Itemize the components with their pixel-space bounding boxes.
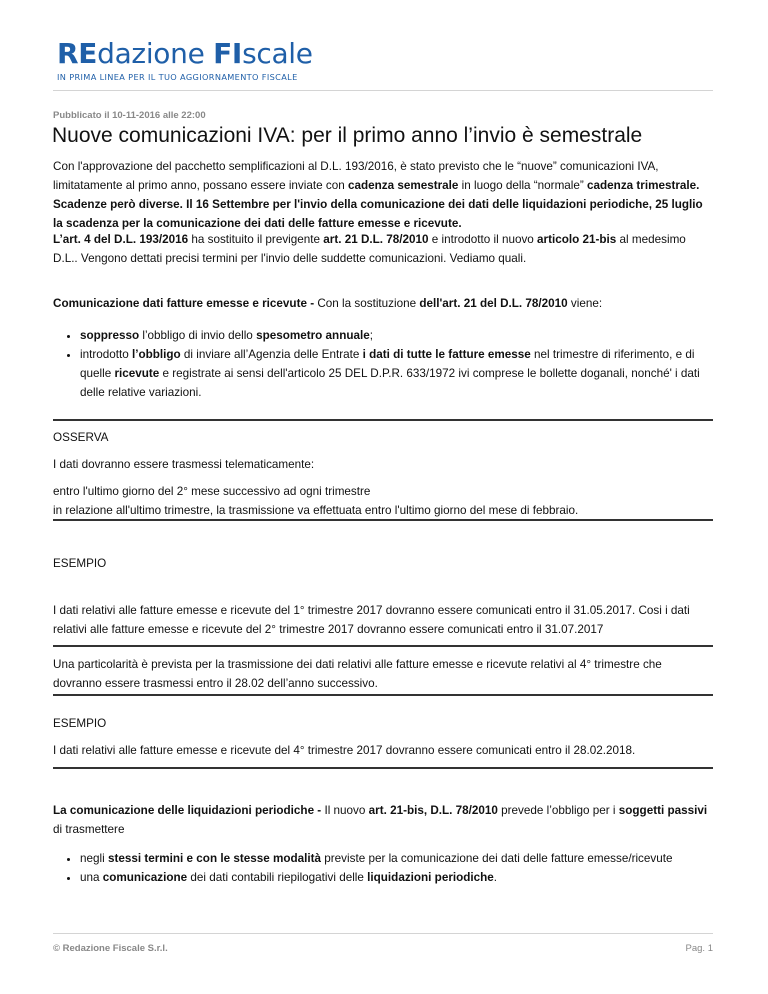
header-divider	[53, 90, 713, 91]
esempio-label: ESEMPIO	[53, 557, 107, 570]
section-liquidazioni	[53, 801, 713, 887]
page-number: Pag. 1	[685, 943, 713, 954]
esempio-box-1: ESEMPIO I dati relativi alle fatture emesse e ricevute del 1° trimestre 2017 dovranno essere comunicati entro il 31.05.2017. Cosi i dati relativi alle fatture emesse e ricevute del 2° trimestre 2017 dovranno essere comunicati entro il 31.07.2017	[53, 554, 713, 639]
quarter-note: Una particolarità è prevista per la trasmissione dei dati relativi alle fatture emesse e ricevute relativi al 4° trimestre che dovranno essere trasmessi entro il 28.02 dell’anno successivo.	[53, 658, 662, 690]
list-item: • una comunicazione dei dati contabili riepilogativi delle liquidazioni periodiche.	[80, 868, 713, 887]
box-divider	[53, 767, 713, 769]
osserva-box: OSSERVA I dati dovranno essere trasmessi telematicamente: entro l'ultimo giorno del 2° mese successivo ad ogni trimestre in relazione all'ultimo trimestre, la trasmissione va effettuata entro l'ultimo giorno del mese di febbraio.	[53, 428, 713, 520]
section-fatture	[53, 294, 713, 402]
list-item: • negli stessi termini e con le stesse modalità previste per la comunicazione dei dati delle fatture emesse/ricevute	[80, 849, 713, 868]
esempio-label: ESEMPIO	[53, 717, 107, 730]
list-item: • soppresso l’obbligo di invio dello spesometro annuale;	[80, 326, 713, 345]
intro-paragraph-2: L’art. 4 del D.L. 193/2016 ha sostituito il previgente art. 21 D.L. 78/2010 e introdotto il nuovo articolo 21-bis al medesimo D.L.. Vengono dettati precisi termini per l'invio delle suddette comunicazioni. Vediamo quali.	[53, 233, 686, 265]
article-title: Nuove comunicazioni IVA: per il primo anno l’invio è semestrale	[52, 124, 643, 147]
intro-paragraph: Con l'approvazione del pacchetto semplificazioni al D.L. 193/2016, è stato previsto che le “nuove” comunicazioni IVA, limitatamente al primo anno, possano essere inviate con cadenza semestrale in luogo della “normale” cadenza trimestrale. Scadenze però diverse. Il 16 Settembre per l'invio della comunicazione dei dati delle liquidazioni periodiche, 25 luglio la scadenza per la comunicazione dei dati delle fatture emesse e ricevute.	[53, 160, 703, 230]
esempio-box-2: ESEMPIO I dati relativi alle fatture emesse e ricevute del 4° trimestre 2017 dovranno essere comunicati entro il 28.02.2018.	[53, 714, 713, 760]
footer-divider	[53, 933, 713, 934]
publish-date: Pubblicato il 10-11-2016 alle 22:00	[53, 110, 206, 121]
box-divider	[53, 694, 713, 696]
redazione-fiscale-logo[interactable]: REdazione FIscale	[57, 37, 313, 70]
site-header	[57, 38, 313, 82]
box-divider	[53, 645, 713, 647]
footer-copyright: © Redazione Fiscale S.r.l.	[53, 943, 168, 954]
osserva-label: OSSERVA	[53, 431, 109, 444]
box-divider	[53, 419, 713, 421]
logo-tagline: IN PRIMA LINEA PER IL TUO AGGIORNAMENTO FISCALE	[57, 72, 298, 82]
section-liquidazioni-heading: La comunicazione delle liquidazioni periodiche - Il nuovo art. 21-bis, D.L. 78/2010 prevede l’obbligo per i soggetti passivi di trasmettere	[53, 804, 708, 836]
box-divider	[53, 519, 713, 521]
section-fatture-heading: Comunicazione dati fatture emesse e ricevute - Con la sostituzione dell'art. 21 del D.L. 78/2010 viene:	[53, 297, 603, 310]
list-item: • introdotto l’obbligo di inviare all’Agenzia delle Entrate i dati di tutte le fatture emesse nel trimestre di riferimento, e di quelle ricevute e registrate ai sensi dell'articolo 25 DEL D.P.R. 633/1972 ivi comprese le bollette doganali, nonché' i dati delle relative variazioni.	[80, 345, 713, 402]
